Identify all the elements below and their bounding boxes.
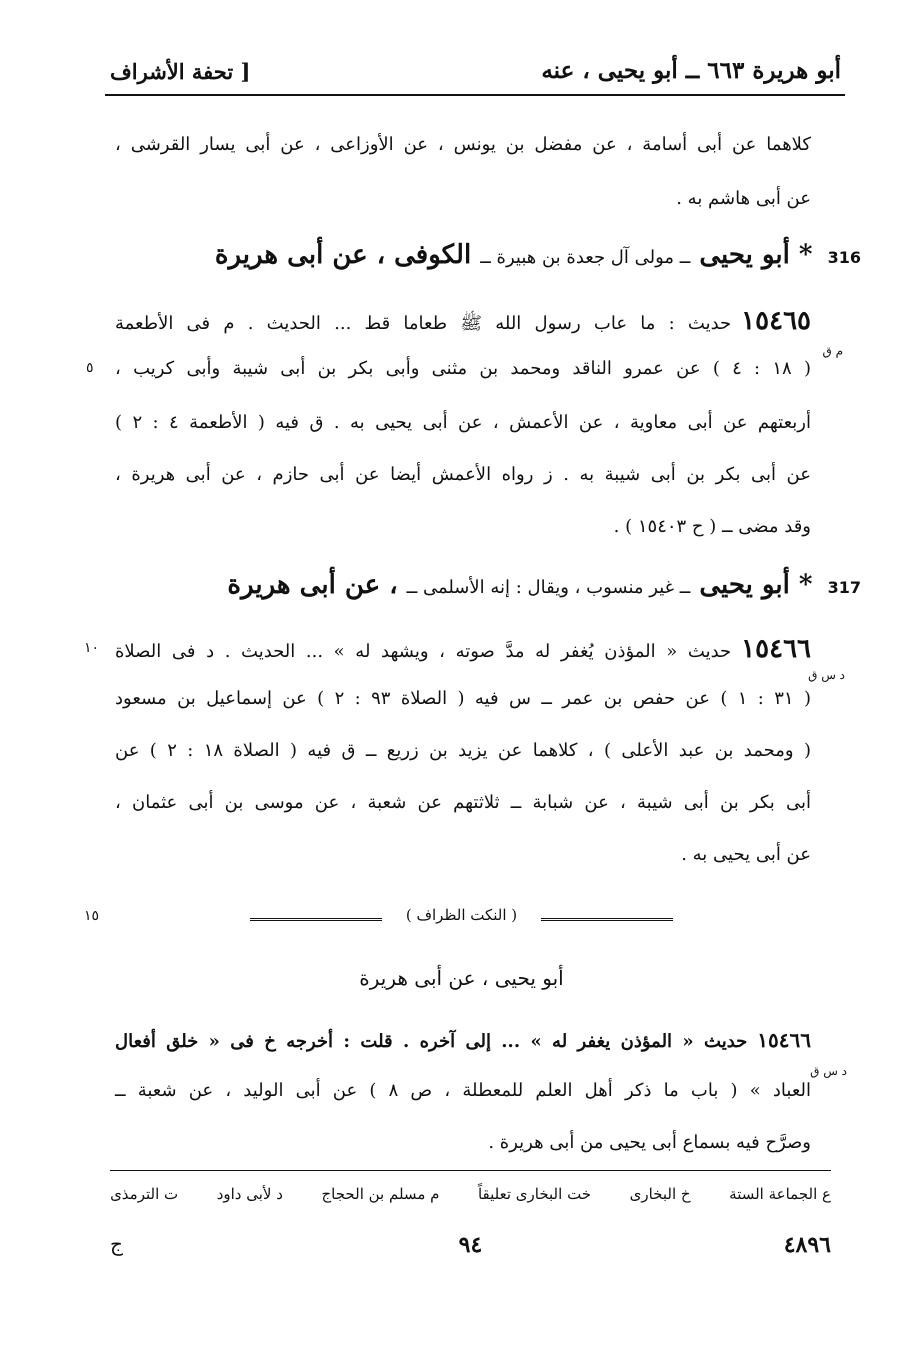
hadith-line: وقد مضى ــ ( ح ١٥٤٠٣ ) . (613, 516, 811, 537)
volume-number: ٤٨٩٦ (783, 1232, 831, 1258)
entry-title-main: أبو يحيى (699, 240, 790, 270)
section-subtitle: أبو يحيى ، عن أبى هريرة (359, 966, 564, 990)
hadith-line: عن أبى بكر بن أبى شيبة به . ز رواه الأعمش أيضا عن أبى حازم ، عن أبى هريرة ، (115, 464, 811, 485)
abbr-item: خ البخارى (629, 1185, 691, 1203)
hadith-line: أبى بكر بن أبى شيبة ، عن شبابة ــ ثلاثتهم عن شعبة ، عن موسى بن أبى عثمان ، (115, 792, 811, 813)
abbr-item: م مسلم بن الحجاج (321, 1185, 440, 1203)
hadith-number: ١٥٤٦٦ (757, 1028, 811, 1052)
source-codes: د س ق (810, 1064, 847, 1078)
hadith-number: ١٥٤٦٦ (741, 634, 811, 664)
line-number-15: ١٥ (84, 908, 100, 924)
page-number: ٩٤ (458, 1232, 483, 1258)
entry-star: * (798, 570, 813, 600)
separator-line-right (541, 918, 673, 921)
hadith-text: حديث : ما عاب رسول الله ﷺ طعاما قط ... الحديث . م فى الأطعمة (115, 313, 732, 334)
footer-rule (110, 1170, 831, 1171)
nukat-line: وصرَّح فيه بسماع أبى يحيى من أبى هريرة . (488, 1132, 811, 1153)
entry-star: * (798, 240, 813, 270)
source-codes: د س ق (808, 668, 845, 682)
running-header (110, 44, 841, 84)
hadith-text: حديث « المؤذن يغفر له » ... إلى آخره . قلت : أخرجه خ فى « خلق أفعال (115, 1031, 748, 1052)
hadith-line: عن أبى يحيى به . (681, 844, 811, 865)
hadith-line: أربعتهم عن أبى معاوية ، عن الأعمش ، عن أبى يحيى به . ق فيه ( الأطعمة ٤ : ٢ ) (115, 412, 811, 433)
abbr-item: ع الجماعة الستة (729, 1185, 831, 1203)
entry-title-sub: ــ مولى آل جعدة بن هبيرة ــ (480, 247, 691, 268)
abbr-item: خت البخارى تعليقاً (477, 1185, 592, 1203)
entry-number: 317 (827, 578, 861, 597)
header-rule (105, 94, 845, 96)
abbr-item: د لأبى داود (216, 1185, 283, 1203)
hadith-line (115, 306, 811, 338)
line-number-10: ١٠ (84, 640, 100, 656)
header-left: [ تحفة الأشراف (110, 59, 251, 84)
entry-number: 316 (827, 248, 861, 267)
hadith-number: ١٥٤٦٥ (741, 306, 811, 336)
header-right: أبو هريرة ٦٦٣ ــ أبو يحيى ، عنه (541, 57, 841, 84)
line-number-5: ٥ (86, 360, 94, 376)
page-footer (110, 1232, 831, 1262)
text-line: كلاهما عن أبى أسامة ، عن مفضل بن يونس ، عن الأوزاعى ، عن أبى يسار القرشى ، (115, 134, 811, 155)
hadith-line: ( ١٨ : ٤ ) عن عمرو الناقد ومحمد بن مثنى وأبى بكر بن أبى شيبة وأبى كريب ، (115, 358, 811, 379)
entry-title-end: الكوفى ، عن أبى هريرة (214, 240, 472, 270)
entry-heading-317 (160, 570, 861, 600)
separator-line-left (250, 918, 382, 921)
entry-title-end: ، عن أبى هريرة (227, 570, 398, 600)
source-codes: م ق (822, 344, 843, 358)
signature-mark: ج (110, 1232, 123, 1256)
entry-heading-316 (160, 240, 861, 270)
abbr-item: ت الترمذى (110, 1185, 179, 1203)
hadith-line: ( ومحمد بن عبد الأعلى ) ، كلاهما عن يزيد بن زريع ــ ق فيه ( الصلاة ١٨ : ٢ ) عن (115, 740, 811, 761)
entry-title-main: أبو يحيى (699, 570, 790, 600)
nukat-line: العباد » ( باب ما ذكر أهل العلم للمعطلة ، ص ٨ ) عن أبى الوليد ، عن شعبة ــ (115, 1080, 812, 1101)
hadith-text: حديث « المؤذن يُغفر له مدَّ صوته ، ويشهد له » ... الحديث . د فى الصلاة (115, 641, 732, 662)
text-line: عن أبى هاشم به . (676, 188, 811, 209)
section-separator: ( النكت الظراف ) (405, 906, 518, 924)
nukat-line (115, 1028, 811, 1052)
abbreviations-key (110, 1185, 831, 1203)
entry-title-sub: ــ غير منسوب ، ويقال : إنه الأسلمى ــ (406, 577, 691, 598)
hadith-line (115, 634, 811, 664)
hadith-line: ( ٣١ : ١ ) عن حفص بن عمر ــ س فيه ( الصلاة ٩٣ : ٢ ) عن إسماعيل بن مسعود (115, 688, 812, 709)
